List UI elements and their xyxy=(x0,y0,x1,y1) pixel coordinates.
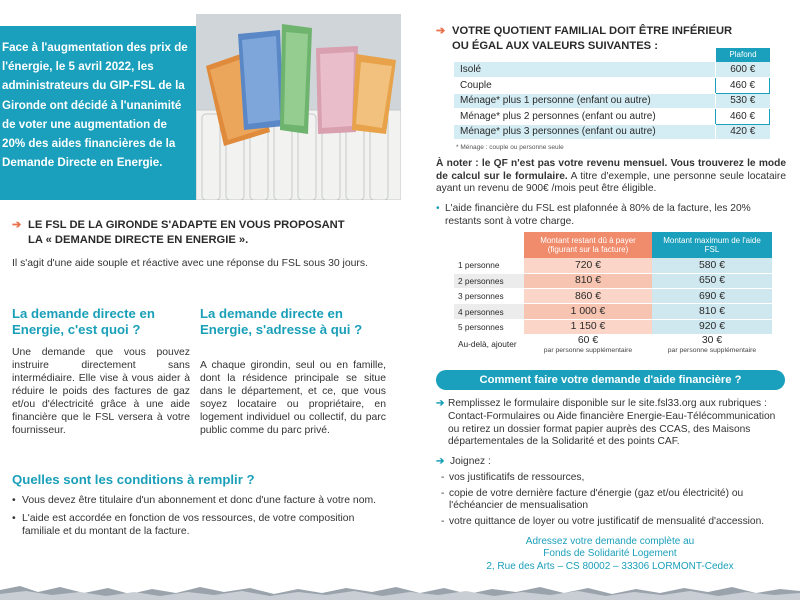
table-row xyxy=(454,289,772,304)
fsl-adapt-text: Il s'agit d'une aide souple et réactive avec une réponse du FSL sous 30 jours. xyxy=(12,258,368,269)
qf-value: 600 € xyxy=(716,62,770,78)
max-value: 690 € xyxy=(652,289,772,304)
row-label: Au-delà, ajouter xyxy=(454,334,524,356)
plafond-note-text: L'aide financière du FSL est plafonnée à 80% de la facture, les 20% restants sont à votre charge. xyxy=(445,203,751,227)
remaining-value: 860 € xyxy=(524,289,652,304)
who-title: La demande directe en Energie, s'adresse à qui ? xyxy=(200,306,363,337)
list-item xyxy=(436,488,788,514)
fsl-adapt-heading-line2: LA « DEMANDE DIRECTE EN ENERGIE ». xyxy=(28,234,249,246)
conditions-list xyxy=(12,494,386,544)
fsl-aid-table xyxy=(454,232,772,357)
row-label: 2 personnes xyxy=(454,273,524,288)
qf-label: Isolé xyxy=(454,62,716,78)
dash-icon: - xyxy=(441,516,445,528)
howto-text: Remplissez le formulaire disponible sur le site.fsl33.org aux rubriques : Contact-Formulaires ou Aide financière Energie-Eau-Télécommunication ou retirez un dossier format papier auprès des CCAS, des Maisons départementales de la Solidarité et des points CAF. xyxy=(448,398,776,448)
qf-footnote: * Ménage : couple ou personne seule xyxy=(456,144,564,151)
remaining-value: 1 150 € xyxy=(524,319,652,334)
dash-icon: - xyxy=(441,487,445,499)
qf-heading-line1: VOTRE QUOTIENT FAMILIAL DOIT ÊTRE INFÉRIEUR xyxy=(452,25,733,37)
table-row xyxy=(454,319,772,334)
howto-paragraph xyxy=(436,398,788,449)
table-row xyxy=(454,93,770,109)
join-item: votre quittance de loyer ou votre justificatif de mensualité d'accession. xyxy=(449,516,765,528)
max-value: 810 € xyxy=(652,304,772,319)
closing-line3: 2, Rue des Arts – CS 80002 – 33306 LORMONT-Cedex xyxy=(486,560,734,572)
row-label: 3 personnes xyxy=(454,289,524,304)
table-row xyxy=(454,78,770,94)
remaining-value: 720 € xyxy=(524,258,652,273)
qf-value: 460 € xyxy=(716,109,770,125)
qf-note xyxy=(436,158,786,196)
banknotes-radiator-image xyxy=(196,14,401,200)
how-to-banner: Comment faire votre demande d'aide financière ? xyxy=(436,370,785,390)
plafond-note xyxy=(436,203,786,228)
max-amount: 30 € xyxy=(701,334,723,346)
join-title: Joignez : xyxy=(450,456,491,467)
what-title: La demande directe en Energie, c'est quoi ? xyxy=(12,306,155,337)
qf-note-bold: À noter : le QF n'est pas votre revenu mensuel. Vous trouverez le mode de calcul sur le formulaire. xyxy=(436,158,786,182)
qf-value: 460 € xyxy=(716,78,770,94)
remaining-header: Montant restant dû à payer (figurant sur la facture) xyxy=(524,232,652,258)
max-value: 920 € xyxy=(652,319,772,334)
table-row xyxy=(454,258,772,273)
table-row xyxy=(454,124,770,140)
what-text: Une demande que vous pouvez instruire directement sans intermédiaire. Elle vise à vous aider à réduire le poids des factures de gaz et/ou d'électricité grâce à une aide financière que le FSL versera à votre fournisseur. xyxy=(12,347,190,436)
qf-value: 420 € xyxy=(716,124,770,140)
qf-heading-line2: OU ÉGAL AUX VALEURS SUIVANTES : xyxy=(452,40,658,52)
table-row xyxy=(454,334,772,356)
remaining-amount: 60 € xyxy=(577,334,599,346)
join-item: vos justificatifs de ressources, xyxy=(449,471,585,483)
qf-label: Ménage* plus 1 personne (enfant ou autre) xyxy=(454,93,716,109)
empty-header xyxy=(454,232,524,258)
intro-box xyxy=(0,26,196,200)
table-row xyxy=(454,273,772,288)
plafond-header: Plafond xyxy=(716,48,770,62)
bullet-icon: • xyxy=(436,203,440,214)
supp-note: par personne supplémentaire xyxy=(543,346,633,354)
arrow-right-icon: ➔ xyxy=(436,25,446,37)
row-label: 4 personnes xyxy=(454,304,524,319)
row-label: 5 personnes xyxy=(454,319,524,334)
list-item xyxy=(436,516,788,529)
torn-paper-edge xyxy=(0,576,800,600)
table-row xyxy=(454,304,772,319)
qf-note-rest: A titre d'exemple, une personne seule locataire ayant un revenu de 900€ /mois peut être éligible. xyxy=(436,170,786,195)
max-value: 580 € xyxy=(652,258,772,273)
join-section xyxy=(436,456,788,532)
arrow-right-icon: ➔ xyxy=(436,456,445,467)
dash-icon: - xyxy=(441,471,445,483)
intro-text: Face à l'augmentation des prix de l'énergie, le 5 avril 2022, les administrateurs du GIP-FSL de la Gironde ont décidé à l'unanimité de voter une augmentation de 20% des aides financières de la Demande Directe en Energie. xyxy=(2,41,188,170)
arrow-right-icon: ➔ xyxy=(436,398,445,409)
closing-line1: Adressez votre demande complète au xyxy=(525,536,695,547)
max-header: Montant maximum de l'aide FSL xyxy=(652,232,772,258)
table-row xyxy=(454,109,770,125)
join-list xyxy=(436,472,788,529)
qf-table xyxy=(454,62,770,140)
remaining-value xyxy=(524,334,652,356)
table-row xyxy=(454,62,770,78)
arrow-right-icon: ➔ xyxy=(12,219,22,231)
fsl-adapt-heading-line1: LE FSL DE LA GIRONDE S'ADAPTE EN VOUS PROPOSANT xyxy=(28,219,345,231)
closing-line2: Fonds de Solidarité Logement xyxy=(543,548,677,560)
row-label: 1 personne xyxy=(454,258,524,273)
qf-label: Couple xyxy=(454,78,716,94)
qf-label: Ménage* plus 3 personnes (enfant ou autre) xyxy=(454,124,716,140)
qf-label: Ménage* plus 2 personnes (enfant ou autre) xyxy=(454,109,716,125)
conditions-title: Quelles sont les conditions à remplir ? xyxy=(12,472,255,487)
closing-address xyxy=(440,536,780,573)
remaining-value: 810 € xyxy=(524,273,652,288)
who-text: A chaque girondin, seul ou en famille, dont la résidence principale se situe dans le département, et ce, que vous soyez locataire ou propriétaire, en logement individuel ou collectif, du parc public comme du parc privé. xyxy=(200,360,386,436)
condition-item: • L'aide est accordée en fonction de vos ressources, de votre composition familiale et du montant de la facture. xyxy=(12,512,386,538)
table-header-row xyxy=(454,232,772,258)
supp-note: par personne supplémentaire xyxy=(667,346,757,354)
list-item xyxy=(436,472,788,485)
max-value xyxy=(652,334,772,356)
join-item: copie de votre dernière facture d'énergie (gaz et/ou électricité) ou l'échéancier de mensualisation xyxy=(449,487,744,512)
fsl-adapt-heading xyxy=(12,218,392,248)
condition-item: • Vous devez être titulaire d'un abonnement et donc d'une facture à votre nom. xyxy=(12,494,386,507)
qf-value: 530 € xyxy=(716,93,770,109)
max-value: 650 € xyxy=(652,273,772,288)
remaining-value: 1 000 € xyxy=(524,304,652,319)
